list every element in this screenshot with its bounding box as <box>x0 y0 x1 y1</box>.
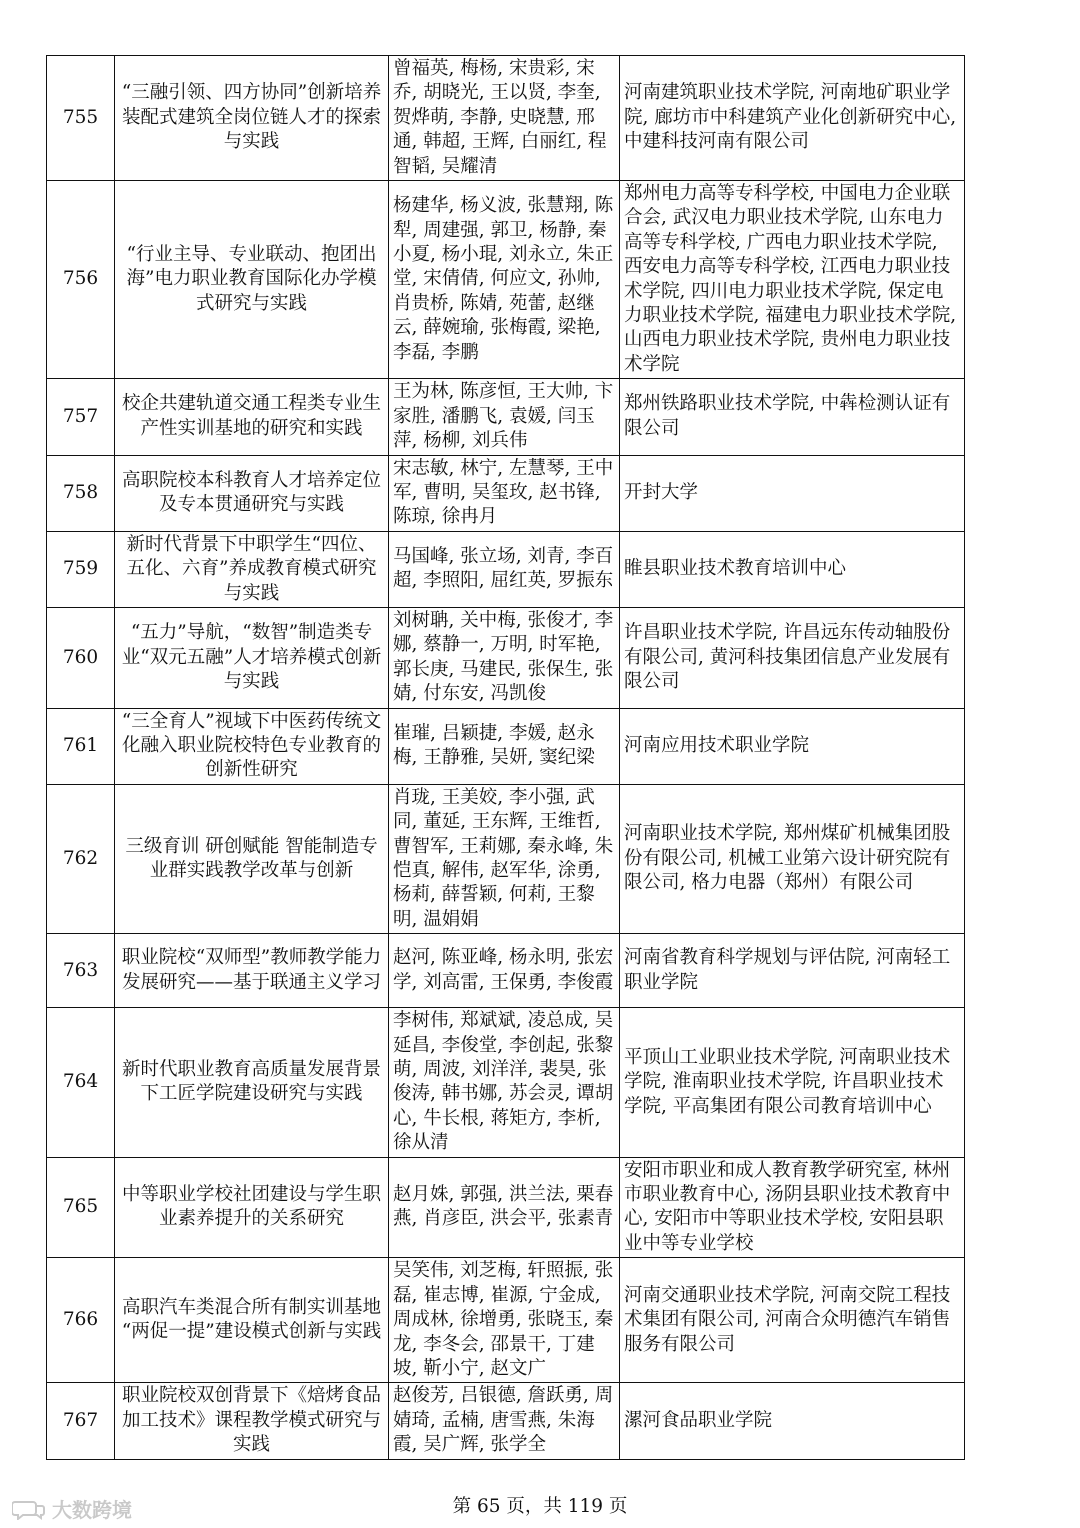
row-number: 763 <box>47 934 115 1008</box>
table-row <box>47 607 965 708</box>
project-title: 中等职业学校社团建设与学生职业素养提升的关系研究 <box>115 1157 389 1258</box>
row-number: 762 <box>47 784 115 933</box>
table-row <box>47 181 965 379</box>
row-number: 758 <box>47 455 115 531</box>
project-title: 三级育训 研创赋能 智能制造专业群实践教学改革与创新 <box>115 784 389 933</box>
row-number: 761 <box>47 708 115 784</box>
team-members: 宋志敏, 林宁, 左慧琴, 王中军, 曹明, 吴玺玫, 赵书锋, 陈琼, 徐冉月 <box>389 455 620 531</box>
team-members: 马国峰, 张立场, 刘青, 李百超, 李照阳, 屈红英, 罗振东 <box>389 531 620 607</box>
team-members: 赵月姝, 郭强, 洪兰法, 栗春燕, 肖彦臣, 洪会平, 张素青 <box>389 1157 620 1258</box>
team-members: 杨建华, 杨义波, 张慧翔, 陈犁, 周建强, 郭卫, 杨静, 秦小夏, 杨小琨, 刘永立, 朱正堂, 宋倩倩, 何应文, 孙帅, 肖贵桥, 陈婧, 苑蕾, 赵继云, 薛婉瑜, 张梅霞, 梁艳, 李磊, 李鹏 <box>389 181 620 379</box>
institutions: 郑州电力高等专科学校, 中国电力企业联合会, 武汉电力职业技术学院, 山东电力高等专科学校, 广西电力职业技术学院, 西安电力高等专科学校, 江西电力职业技术学院, 四川电力职业技术学院, 保定电力职业技术学院, 福建电力职业技术学院, 山西电力职业技术学院, 贵州电力职业技术学院 <box>620 181 965 379</box>
project-title: 校企共建轨道交通工程类专业生产性实训基地的研究和实践 <box>115 379 389 455</box>
row-number: 760 <box>47 607 115 708</box>
institutions: 河南交通职业技术学院, 河南交院工程技术集团有限公司, 河南合众明德汽车销售服务有限公司 <box>620 1258 965 1383</box>
watermark-text: 大数跨境 <box>52 1498 132 1522</box>
project-title: 职业院校“双师型”教师教学能力发展研究——基于联通主义学习 <box>115 934 389 1008</box>
project-title: “三融引领、四方协同”创新培养装配式建筑全岗位链人才的探索与实践 <box>115 56 389 181</box>
institutions: 许昌职业技术学院, 许昌远东传动轴股份有限公司, 黄河科技集团信息产业发展有限公司 <box>620 607 965 708</box>
row-number: 764 <box>47 1008 115 1157</box>
project-title: “行业主导、专业联动、抱团出海”电力职业教育国际化办学模式研究与实践 <box>115 181 389 379</box>
team-members: 李树伟, 郑斌斌, 凌总成, 吴延昌, 李俊堂, 李创起, 张黎萌, 周波, 刘洋洋, 裴昊, 张俊涛, 韩书娜, 苏会灵, 谭胡心, 牛长根, 蒋矩方, 李析, 徐从清 <box>389 1008 620 1157</box>
row-number: 766 <box>47 1258 115 1383</box>
row-number: 767 <box>47 1383 115 1459</box>
project-title: 高职汽车类混合所有制实训基地 “两促一提”建设模式创新与实践 <box>115 1258 389 1383</box>
project-title: 新时代背景下中职学生“四位、五化、六育”养成教育模式研究与实践 <box>115 531 389 607</box>
project-title: “五力”导航，“数智”制造类专业“双元五融”人才培养模式创新与实践 <box>115 607 389 708</box>
team-members: 赵俊芳, 吕银德, 詹跃勇, 周婧琦, 孟楠, 唐雪燕, 朱海霞, 吴广辉, 张学全 <box>389 1383 620 1459</box>
table-row <box>47 379 965 455</box>
row-number: 755 <box>47 56 115 181</box>
team-members: 曾福英, 梅杨, 宋贵彩, 宋乔, 胡晓光, 王以贤, 李奎, 贺烨萌, 李静, 史晓慧, 邢通, 韩超, 王辉, 白丽红, 程智韬, 吴耀清 <box>389 56 620 181</box>
project-title: 职业院校双创背景下《焙烤食品加工技术》课程教学模式研究与实践 <box>115 1383 389 1459</box>
results-table <box>46 55 965 1460</box>
institutions: 河南省教育科学规划与评估院, 河南轻工职业学院 <box>620 934 965 1008</box>
table-row <box>47 56 965 181</box>
table-row <box>47 1008 965 1157</box>
project-title: “三全育人”视域下中医药传统文化融入职业院校特色专业教育的创新性研究 <box>115 708 389 784</box>
institutions: 河南建筑职业技术学院, 河南地矿职业学院, 廊坊市中科建筑产业化创新研究中心, 中建科技河南有限公司 <box>620 56 965 181</box>
team-members: 王为林, 陈彦恒, 王大帅, 卞家胜, 潘鹏飞, 袁媛, 闫玉萍, 杨柳, 刘兵伟 <box>389 379 620 455</box>
project-title: 高职院校本科教育人才培养定位及专本贯通研究与实践 <box>115 455 389 531</box>
table-row <box>47 1383 965 1459</box>
table-row <box>47 784 965 933</box>
table-row <box>47 708 965 784</box>
table-row <box>47 531 965 607</box>
team-members: 刘树聃, 关中梅, 张俊才, 李娜, 蔡静一, 万明, 时军艳, 郭长庚, 马建民, 张保生, 张婧, 付东安, 冯凯俊 <box>389 607 620 708</box>
team-members: 肖珑, 王美姣, 李小强, 武同, 董延, 王东辉, 王维哲, 曹智军, 王莉娜, 秦永峰, 朱恺真, 解伟, 赵军华, 涂勇, 杨莉, 薛誓颖, 何莉, 王黎明, 温娟娟 <box>389 784 620 933</box>
page-number: 第 65 页，共 119 页 <box>452 1496 628 1517</box>
institutions: 河南职业技术学院, 郑州煤矿机械集团股份有限公司, 机械工业第六设计研究院有限公司, 格力电器（郑州）有限公司 <box>620 784 965 933</box>
institutions: 开封大学 <box>620 455 965 531</box>
project-title: 新时代职业教育高质量发展背景下工匠学院建设研究与实践 <box>115 1008 389 1157</box>
institutions: 睢县职业技术教育培训中心 <box>620 531 965 607</box>
row-number: 757 <box>47 379 115 455</box>
institutions: 郑州铁路职业技术学院, 中犇检测认证有限公司 <box>620 379 965 455</box>
team-members: 崔璀, 吕颖捷, 李媛, 赵永梅, 王静雅, 吴妍, 窦纪梁 <box>389 708 620 784</box>
table-row <box>47 934 965 1008</box>
institutions: 漯河食品职业学院 <box>620 1383 965 1459</box>
table-row <box>47 1157 965 1258</box>
institutions: 安阳市职业和成人教育教学研究室, 林州市职业教育中心, 汤阴县职业技术教育中心, 安阳市中等职业技术学校, 安阳县职业中等专业学校 <box>620 1157 965 1258</box>
institutions: 平顶山工业职业技术学院, 河南职业技术学院, 淮南职业技术学院, 许昌职业技术学院, 平高集团有限公司教育培训中心 <box>620 1008 965 1157</box>
team-members: 赵河, 陈亚峰, 杨永明, 张宏学, 刘高雷, 王保勇, 李俊霞 <box>389 934 620 1008</box>
row-number: 756 <box>47 181 115 379</box>
row-number: 759 <box>47 531 115 607</box>
team-members: 吴笑伟, 刘芝梅, 轩照振, 张磊, 崔志博, 崔源, 宁金成, 周成林, 徐增勇, 张晓玉, 秦龙, 李冬会, 邵景干, 丁建坡, 靳小宁, 赵文广 <box>389 1258 620 1383</box>
institutions: 河南应用技术职业学院 <box>620 708 965 784</box>
table-row <box>47 455 965 531</box>
table-row <box>47 1258 965 1383</box>
row-number: 765 <box>47 1157 115 1258</box>
